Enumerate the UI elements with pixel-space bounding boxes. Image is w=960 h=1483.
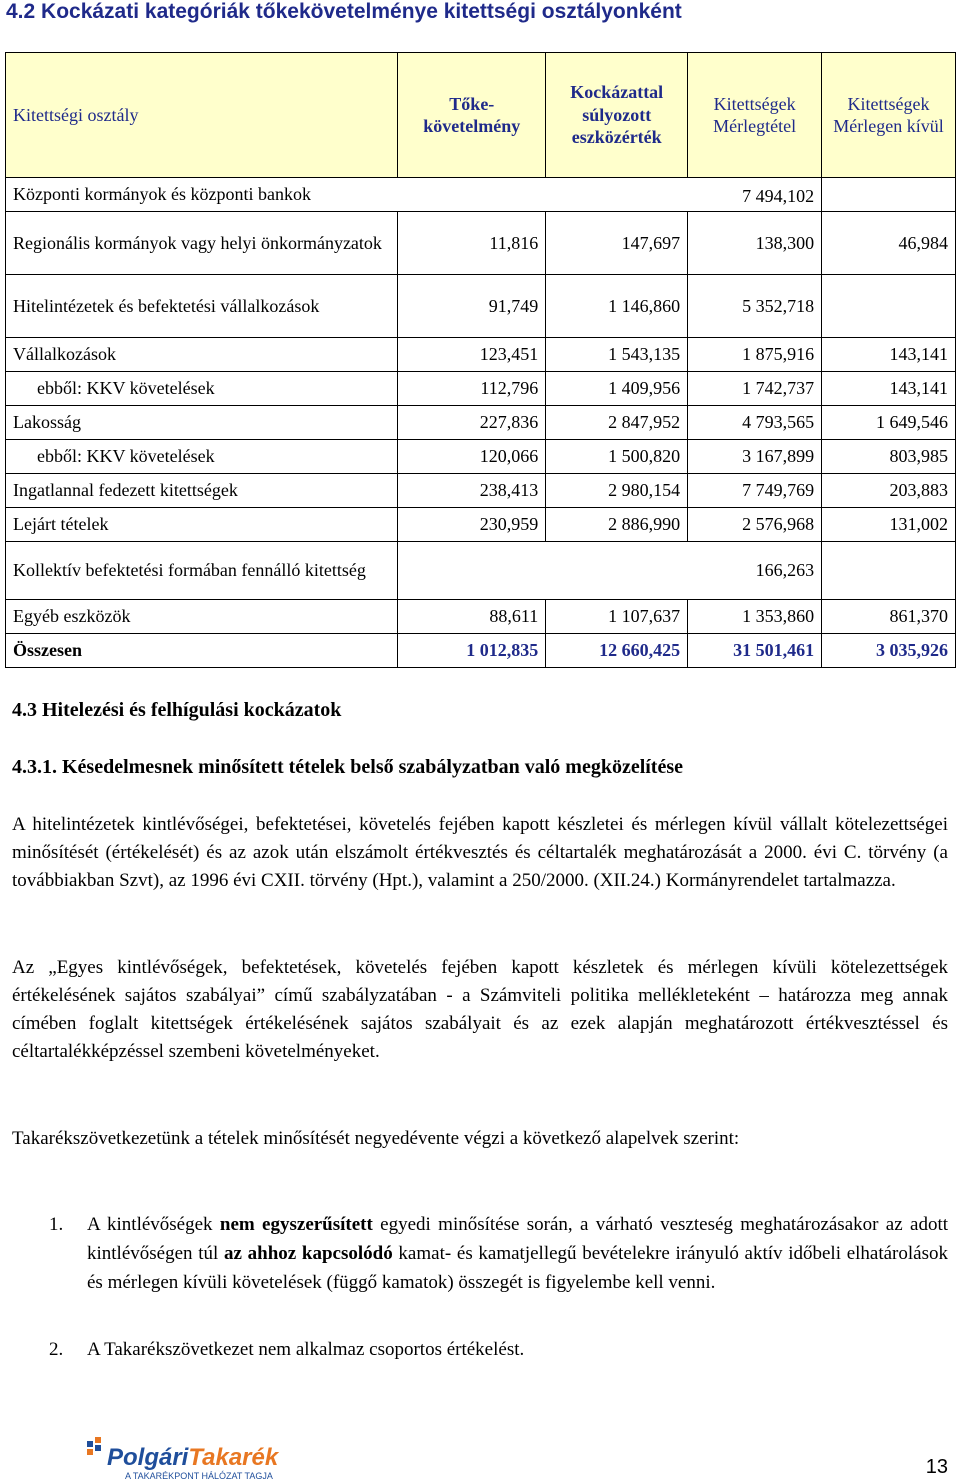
row-value: [822, 178, 956, 212]
row-value: 1 353,860: [688, 600, 822, 634]
paragraph-1: A hitelintézetek kintlévőségei, befektetései, követelés fejében kapott készletei és mérlegen kívül vállalt kötelezettségei minősítését (értékelését) és az azok után elszámolt értékvesztés és céltartalék meghatározását a 2000. évi C. törvény (a továbbiakban Szvt), az 1996 évi CXII. törvény (Hpt.), valamint a 250/2000. (XII.24.) Kormányrendelet tartalmazza.: [12, 814, 948, 891]
row-label: Központi kormányok és központi bankok: [13, 184, 311, 205]
paragraph-3: Takarékszövetkezetünk a tételek minősítését negyedévente végzi a következő alapelvek szerint:: [12, 1128, 740, 1149]
page-number: 13: [925, 1456, 948, 1478]
polgari-takarek-logo: [85, 1427, 305, 1483]
row-value: 138,300: [688, 212, 822, 275]
row-label: Vállalkozások: [6, 338, 398, 372]
row-value: 147,697: [546, 212, 688, 275]
row-value: 1 543,135: [546, 338, 688, 372]
row-value: 120,066: [398, 440, 546, 474]
section-heading-4-3: 4.3 Hitelezési és felhígulási kockázatok: [12, 699, 342, 721]
row-value: 7 494,102: [742, 186, 815, 206]
row-label: ebből: KKV követelések: [6, 440, 398, 474]
row-value: 230,959: [398, 508, 546, 542]
list-text: A Takarékszövetkezet nem alkalmaz csoportos értékelést.: [87, 1339, 525, 1360]
row-value: 5 352,718: [688, 275, 822, 338]
table-row: [6, 275, 956, 338]
row-value: 861,370: [822, 600, 956, 634]
table-row: [6, 372, 956, 406]
row-value: 112,796: [398, 372, 546, 406]
row-label: Regionális kormányok vagy helyi önkormányzatok: [6, 212, 398, 275]
row-value: 2 576,968: [688, 508, 822, 542]
row-value: 88,611: [398, 600, 546, 634]
table-row: [6, 474, 956, 508]
total-value: 3 035,926: [822, 634, 956, 668]
logo-emblem-icon: [87, 1437, 101, 1455]
list-item: [12, 1335, 948, 1365]
row-value: 46,984: [822, 212, 956, 275]
row-value: 3 167,899: [688, 440, 822, 474]
row-value: 4 793,565: [688, 406, 822, 440]
header-capital-requirement: Tőke-követelmény: [398, 53, 546, 178]
svg-text:PolgáriTakarék: PolgáriTakarék: [107, 1444, 279, 1471]
list-number: 1.: [49, 1214, 64, 1235]
row-label: Egyéb eszközök: [6, 600, 398, 634]
row-value: [822, 275, 956, 338]
row-value: 1 742,737: [688, 372, 822, 406]
row-value: 1 107,637: [546, 600, 688, 634]
header-exposure-class: Kitettségi osztály: [6, 53, 398, 178]
row-value: 7 749,769: [688, 474, 822, 508]
row-value: 1 649,546: [822, 406, 956, 440]
table-header-row: [6, 53, 956, 178]
table-row: [6, 338, 956, 372]
header-balance-sheet: Kitettségek Mérlegtétel: [688, 53, 822, 178]
row-value: 1 875,916: [688, 338, 822, 372]
header-off-balance: Kitettségek Mérlegen kívül: [822, 53, 956, 178]
row-value: 143,141: [822, 372, 956, 406]
row-value: 2 980,154: [546, 474, 688, 508]
table-row: [6, 440, 956, 474]
table-row: [6, 508, 956, 542]
row-label-text: Kollektív befektetési formában fennálló kitettség: [13, 560, 366, 581]
table-total-row: [6, 634, 956, 668]
header-risk-weighted: Kockázattal súlyozott eszközérték: [546, 53, 688, 178]
capital-requirements-table: [5, 52, 956, 668]
row-value: [822, 542, 956, 600]
row-label: Ingatlannal fedezett kitettségek: [6, 474, 398, 508]
row-value: 91,749: [398, 275, 546, 338]
total-value: 12 660,425: [546, 634, 688, 668]
row-label: ebből: KKV követelések: [6, 372, 398, 406]
row-value: 2 847,952: [546, 406, 688, 440]
row-label: [6, 542, 398, 600]
table-row: [6, 600, 956, 634]
row-label: Hitelintézetek és befektetési vállalkozások: [6, 275, 398, 338]
table-row: [6, 406, 956, 440]
row-value: 227,836: [398, 406, 546, 440]
row-value: 166,263: [398, 542, 822, 600]
row-value: 203,883: [822, 474, 956, 508]
row-value: 131,002: [822, 508, 956, 542]
row-value: 238,413: [398, 474, 546, 508]
table-row: [6, 178, 956, 212]
page-heading: 4.2 Kockázati kategóriák tőkekövetelménye kitettségi osztályonként: [6, 0, 682, 23]
row-value: 803,985: [822, 440, 956, 474]
table-row: [6, 542, 956, 600]
row-value: 1 500,820: [546, 440, 688, 474]
total-value: 1 012,835: [398, 634, 546, 668]
row-label: Lejárt tételek: [6, 508, 398, 542]
row-value: 2 886,990: [546, 508, 688, 542]
list-item: [12, 1210, 948, 1330]
row-value: 1 146,860: [546, 275, 688, 338]
total-label: Összesen: [6, 634, 398, 668]
list-number: 2.: [49, 1339, 64, 1360]
list-text: A kintlévőségek nem egyszerűsített egyedi minősítése során, a várható veszteség meghatározásakor az adott kintlévőségen túl az ahhoz kapcsolódó kamat- és kamatjellegű bevételekre irányuló aktív időbeli elhatárolások és mérlegen kívüli követelések (függő kamatok) összegét is figyelembe kell venni.: [87, 1214, 948, 1293]
row-label: Lakosság: [6, 406, 398, 440]
row-value: 11,816: [398, 212, 546, 275]
row-value: 1 409,956: [546, 372, 688, 406]
svg-text:A TAKARÉKPONT HÁLÓZAT TAGJA: A TAKARÉKPONT HÁLÓZAT TAGJA: [125, 1471, 273, 1481]
row-value: 123,451: [398, 338, 546, 372]
paragraph-2: Az „Egyes kintlévőségek, befektetések, követelés fejében kapott készletek és mérlegen kívüli kötelezettségek értékelésének sajátos szabályai” című szabályzatában - a Számviteli politika mellékleteként – határozza meg annak címében foglalt kitettségek értékelésének sajátos szabályait és az ezek alapján meghatározott értékvesztéssel és céltartalékképzéssel szembeni követelményeket.: [12, 957, 948, 1062]
section-heading-4-3-1: 4.3.1. Késedelmesnek minősített tételek belső szabályzatban való megközelítése: [12, 756, 684, 778]
row-value: 143,141: [822, 338, 956, 372]
table-row: [6, 212, 956, 275]
total-value: 31 501,461: [688, 634, 822, 668]
